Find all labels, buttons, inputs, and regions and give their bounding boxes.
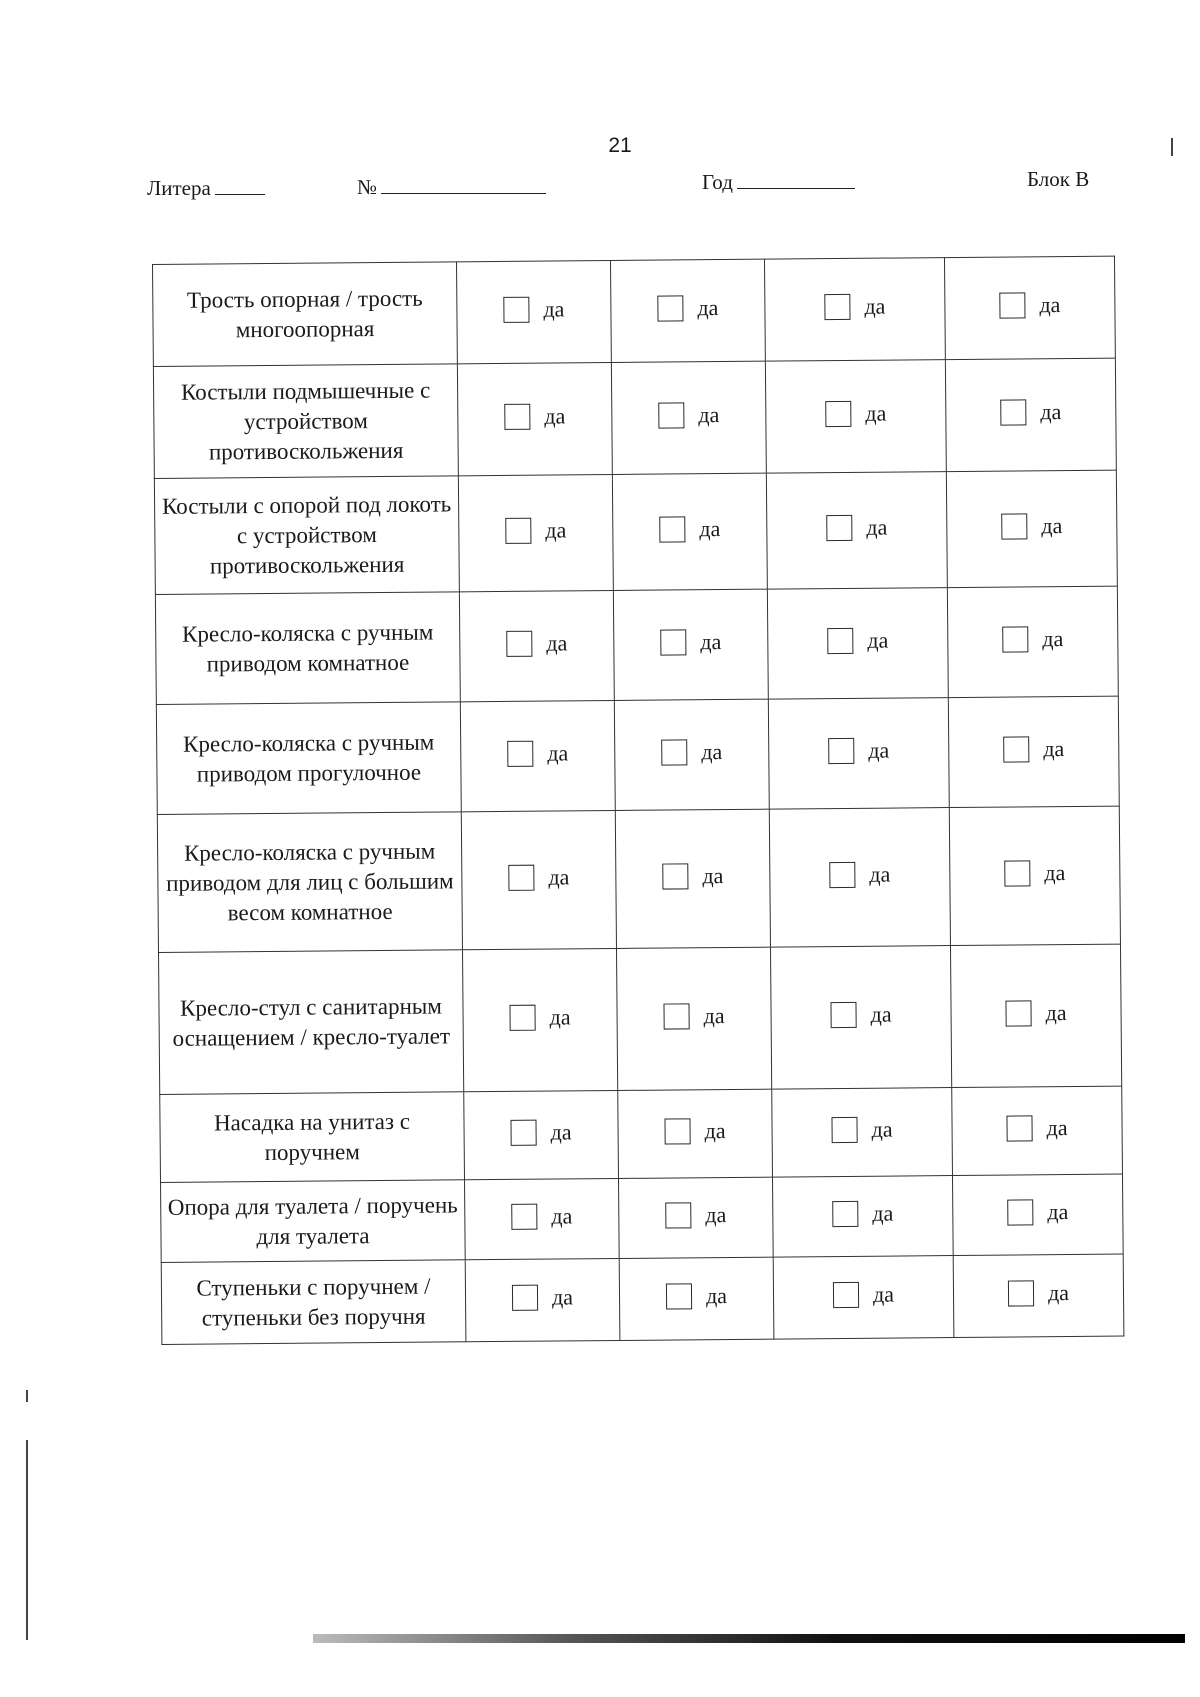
yes-option[interactable] <box>509 1004 570 1031</box>
yes-option[interactable] <box>510 1119 571 1146</box>
yes-label: да <box>1043 736 1065 762</box>
yes-label: да <box>1045 1000 1067 1026</box>
checkbox[interactable] <box>999 292 1025 318</box>
yes-option[interactable] <box>664 1118 725 1145</box>
checkbox[interactable] <box>666 1283 692 1309</box>
checkbox[interactable] <box>833 1282 859 1308</box>
checkbox[interactable] <box>508 865 534 891</box>
yes-label: да <box>1047 1199 1069 1225</box>
yes-option[interactable] <box>662 863 723 890</box>
check-cell <box>945 358 1116 471</box>
edge-mark-right <box>1171 138 1173 156</box>
check-cell <box>768 698 949 810</box>
check-cell <box>610 259 765 362</box>
block-label: Блок В <box>1027 167 1090 191</box>
yes-option[interactable] <box>999 292 1060 319</box>
yes-label: да <box>551 1284 574 1310</box>
check-cell <box>947 586 1118 697</box>
yes-option[interactable] <box>506 630 567 657</box>
check-cell <box>770 946 951 1090</box>
edge-mark-left-short <box>26 1390 28 1402</box>
yes-label: да <box>701 739 723 765</box>
check-cell <box>764 258 945 362</box>
table-row <box>153 358 1116 478</box>
bottom-rule <box>313 1634 1185 1643</box>
check-cell <box>946 470 1117 587</box>
yes-label: да <box>550 1119 572 1145</box>
checkbox[interactable] <box>664 1118 690 1144</box>
checkbox[interactable] <box>1006 1115 1032 1141</box>
yes-label: да <box>704 1118 726 1144</box>
yes-option[interactable] <box>828 738 889 765</box>
yes-option[interactable] <box>659 516 720 543</box>
device-label: Опора для туалета / поручень для туалета <box>161 1180 466 1263</box>
yes-label: да <box>1041 513 1063 539</box>
checkbox[interactable] <box>1000 399 1026 425</box>
check-cell <box>458 474 613 591</box>
yes-label: да <box>1047 1280 1070 1306</box>
yes-label: да <box>705 1283 728 1309</box>
yes-label: да <box>698 402 720 428</box>
yes-label: да <box>1044 860 1066 886</box>
check-cell <box>772 1176 953 1258</box>
yes-option[interactable] <box>824 294 885 321</box>
check-cell <box>461 810 616 949</box>
yes-label: да <box>865 400 887 426</box>
edge-mark-left <box>26 1440 28 1640</box>
check-cell <box>953 1254 1124 1337</box>
device-label: Ступеньки с поручнем / ступеньки без поручня <box>161 1260 466 1345</box>
yes-option[interactable] <box>503 296 564 323</box>
checkbox[interactable] <box>1008 1280 1034 1306</box>
checkbox[interactable] <box>657 295 683 321</box>
yes-label: да <box>543 296 565 322</box>
table-row <box>161 1174 1124 1262</box>
yes-option[interactable] <box>1003 736 1064 763</box>
yes-option[interactable] <box>831 1117 892 1144</box>
checkbox[interactable] <box>827 628 853 654</box>
table-row <box>160 1086 1123 1182</box>
check-cell <box>615 809 770 948</box>
device-label: Костыли с опорой под локоть с устройством противоскольжения <box>154 476 459 595</box>
yes-option[interactable] <box>1005 1000 1066 1027</box>
yes-label: да <box>872 1200 894 1226</box>
table-row <box>154 470 1117 594</box>
table-row <box>157 806 1120 952</box>
yes-option[interactable] <box>658 402 719 429</box>
table-row <box>153 256 1116 366</box>
yes-label: да <box>548 864 570 890</box>
checkbox[interactable] <box>1003 736 1029 762</box>
number-blank-line[interactable] <box>381 175 546 194</box>
check-cell <box>462 948 617 1091</box>
yes-option[interactable] <box>504 403 565 430</box>
yes-option[interactable] <box>829 862 890 889</box>
year-label: Год <box>702 170 733 194</box>
checkbox[interactable] <box>512 1285 538 1311</box>
check-cell <box>948 696 1119 807</box>
table-row <box>161 1254 1124 1344</box>
yes-label: да <box>703 1003 725 1029</box>
yes-label: да <box>549 1004 571 1030</box>
checkbox[interactable] <box>1007 1199 1033 1225</box>
yes-option[interactable] <box>1001 513 1062 540</box>
checkbox[interactable] <box>826 515 852 541</box>
yes-option[interactable] <box>1006 1115 1067 1142</box>
litera-label: Литера <box>147 176 211 200</box>
yes-label: да <box>867 627 889 653</box>
number-field[interactable] <box>357 175 546 200</box>
checkbox[interactable] <box>824 294 850 320</box>
number-label: № <box>357 175 378 199</box>
yes-option[interactable] <box>660 629 721 656</box>
checkbox[interactable] <box>511 1204 537 1230</box>
yes-option[interactable] <box>665 1202 726 1229</box>
check-cell <box>944 256 1115 359</box>
checkbox[interactable] <box>1004 860 1030 886</box>
checkbox[interactable] <box>825 401 851 427</box>
checkbox[interactable] <box>832 1201 858 1227</box>
litera-blank-line[interactable] <box>215 176 265 195</box>
checkbox[interactable] <box>662 863 688 889</box>
yes-option[interactable] <box>825 401 886 428</box>
check-cell <box>766 472 947 590</box>
page-number: 21 <box>608 134 632 157</box>
yes-label: да <box>544 403 566 429</box>
device-label: Кресло-стул с санитарным оснащением / кресло-туалет <box>159 950 464 1095</box>
yes-option[interactable] <box>505 517 566 544</box>
yes-option[interactable] <box>833 1282 894 1309</box>
yes-label: да <box>551 1203 573 1229</box>
yes-label: да <box>872 1281 895 1307</box>
check-cell <box>618 1089 773 1178</box>
check-cell <box>464 1090 619 1179</box>
device-label: Кресло-коляска с ручным приводом прогулочное <box>156 702 461 815</box>
checkbox[interactable] <box>1002 626 1028 652</box>
checkbox[interactable] <box>1001 513 1027 539</box>
check-cell <box>612 473 767 590</box>
yes-option[interactable] <box>827 628 888 655</box>
yes-option[interactable] <box>507 740 568 767</box>
checkbox[interactable] <box>507 741 533 767</box>
check-cell <box>952 1086 1123 1175</box>
yes-label: да <box>1046 1115 1068 1141</box>
yes-label: да <box>545 517 567 543</box>
checkbox[interactable] <box>829 862 855 888</box>
table-row <box>156 696 1119 814</box>
checkbox[interactable] <box>510 1120 536 1146</box>
check-cell <box>456 260 611 363</box>
device-label: Костыли подмышечные с устройством противоскольжения <box>153 364 458 479</box>
yes-option[interactable] <box>1007 1199 1068 1226</box>
check-cell <box>767 588 948 700</box>
check-cell <box>614 699 769 810</box>
yes-label: да <box>546 630 568 656</box>
checkbox[interactable] <box>1005 1000 1031 1026</box>
yes-option[interactable] <box>830 1002 891 1029</box>
check-cell <box>457 362 612 475</box>
yes-label: да <box>866 514 888 540</box>
checkbox[interactable] <box>504 404 530 430</box>
check-cell <box>769 808 950 948</box>
yes-option[interactable] <box>663 1003 724 1030</box>
year-field[interactable] <box>702 170 855 195</box>
yes-option[interactable] <box>1004 860 1065 887</box>
litera-field[interactable] <box>147 176 265 201</box>
devices-table <box>152 256 1124 1345</box>
yes-label: да <box>864 293 886 319</box>
yes-option[interactable] <box>1008 1280 1069 1307</box>
check-cell <box>465 1178 620 1259</box>
yes-label: да <box>871 1116 893 1142</box>
yes-option[interactable] <box>657 295 718 322</box>
checkbox[interactable] <box>830 1002 856 1028</box>
check-cell <box>611 361 766 474</box>
device-label: Кресло-коляска с ручным приводом для лиц с большим весом комнатное <box>157 812 462 953</box>
checkbox[interactable] <box>661 739 687 765</box>
year-blank-line[interactable] <box>737 170 855 189</box>
check-cell <box>613 589 768 700</box>
yes-label: да <box>705 1202 727 1228</box>
checkbox[interactable] <box>505 518 531 544</box>
yes-label: да <box>1042 626 1064 652</box>
yes-option[interactable] <box>508 864 569 891</box>
table-row <box>159 944 1122 1094</box>
check-cell <box>616 947 771 1090</box>
checkbox[interactable] <box>660 629 686 655</box>
yes-label: да <box>870 1001 892 1027</box>
yes-option[interactable] <box>511 1203 572 1230</box>
checkbox[interactable] <box>503 297 529 323</box>
yes-option[interactable] <box>832 1201 893 1228</box>
check-cell <box>459 590 614 701</box>
check-cell <box>460 700 615 811</box>
yes-label: да <box>699 516 721 542</box>
device-label: Трость опорная / трость многоопорная <box>153 262 458 367</box>
check-cell <box>618 1177 773 1258</box>
yes-label: да <box>697 295 719 321</box>
yes-option[interactable] <box>666 1283 727 1310</box>
check-cell <box>619 1257 774 1340</box>
device-label: Насадка на унитаз с поручнем <box>160 1092 465 1183</box>
yes-label: да <box>1039 292 1061 318</box>
check-cell <box>950 944 1121 1087</box>
yes-option[interactable] <box>661 739 722 766</box>
check-cell <box>952 1174 1123 1255</box>
device-label: Кресло-коляска с ручным приводом комнатное <box>155 592 460 705</box>
table-row <box>155 586 1118 704</box>
yes-option[interactable] <box>1002 626 1063 653</box>
check-cell <box>773 1256 954 1340</box>
yes-label: да <box>702 863 724 889</box>
checkbox[interactable] <box>665 1202 691 1228</box>
yes-label: да <box>869 861 891 887</box>
checkbox[interactable] <box>831 1117 857 1143</box>
yes-option[interactable] <box>512 1284 573 1311</box>
check-cell <box>765 360 946 474</box>
check-cell <box>772 1088 953 1178</box>
yes-label: да <box>700 629 722 655</box>
checkbox[interactable] <box>828 738 854 764</box>
checkbox[interactable] <box>509 1005 535 1031</box>
checkbox[interactable] <box>663 1003 689 1029</box>
yes-label: да <box>868 737 890 763</box>
check-cell <box>949 806 1120 945</box>
yes-label: да <box>1040 399 1062 425</box>
checkbox[interactable] <box>506 631 532 657</box>
checkbox[interactable] <box>659 516 685 542</box>
checkbox[interactable] <box>658 402 684 428</box>
check-cell <box>465 1258 620 1341</box>
yes-label: да <box>547 740 569 766</box>
yes-option[interactable] <box>1000 399 1061 426</box>
yes-option[interactable] <box>826 515 887 542</box>
